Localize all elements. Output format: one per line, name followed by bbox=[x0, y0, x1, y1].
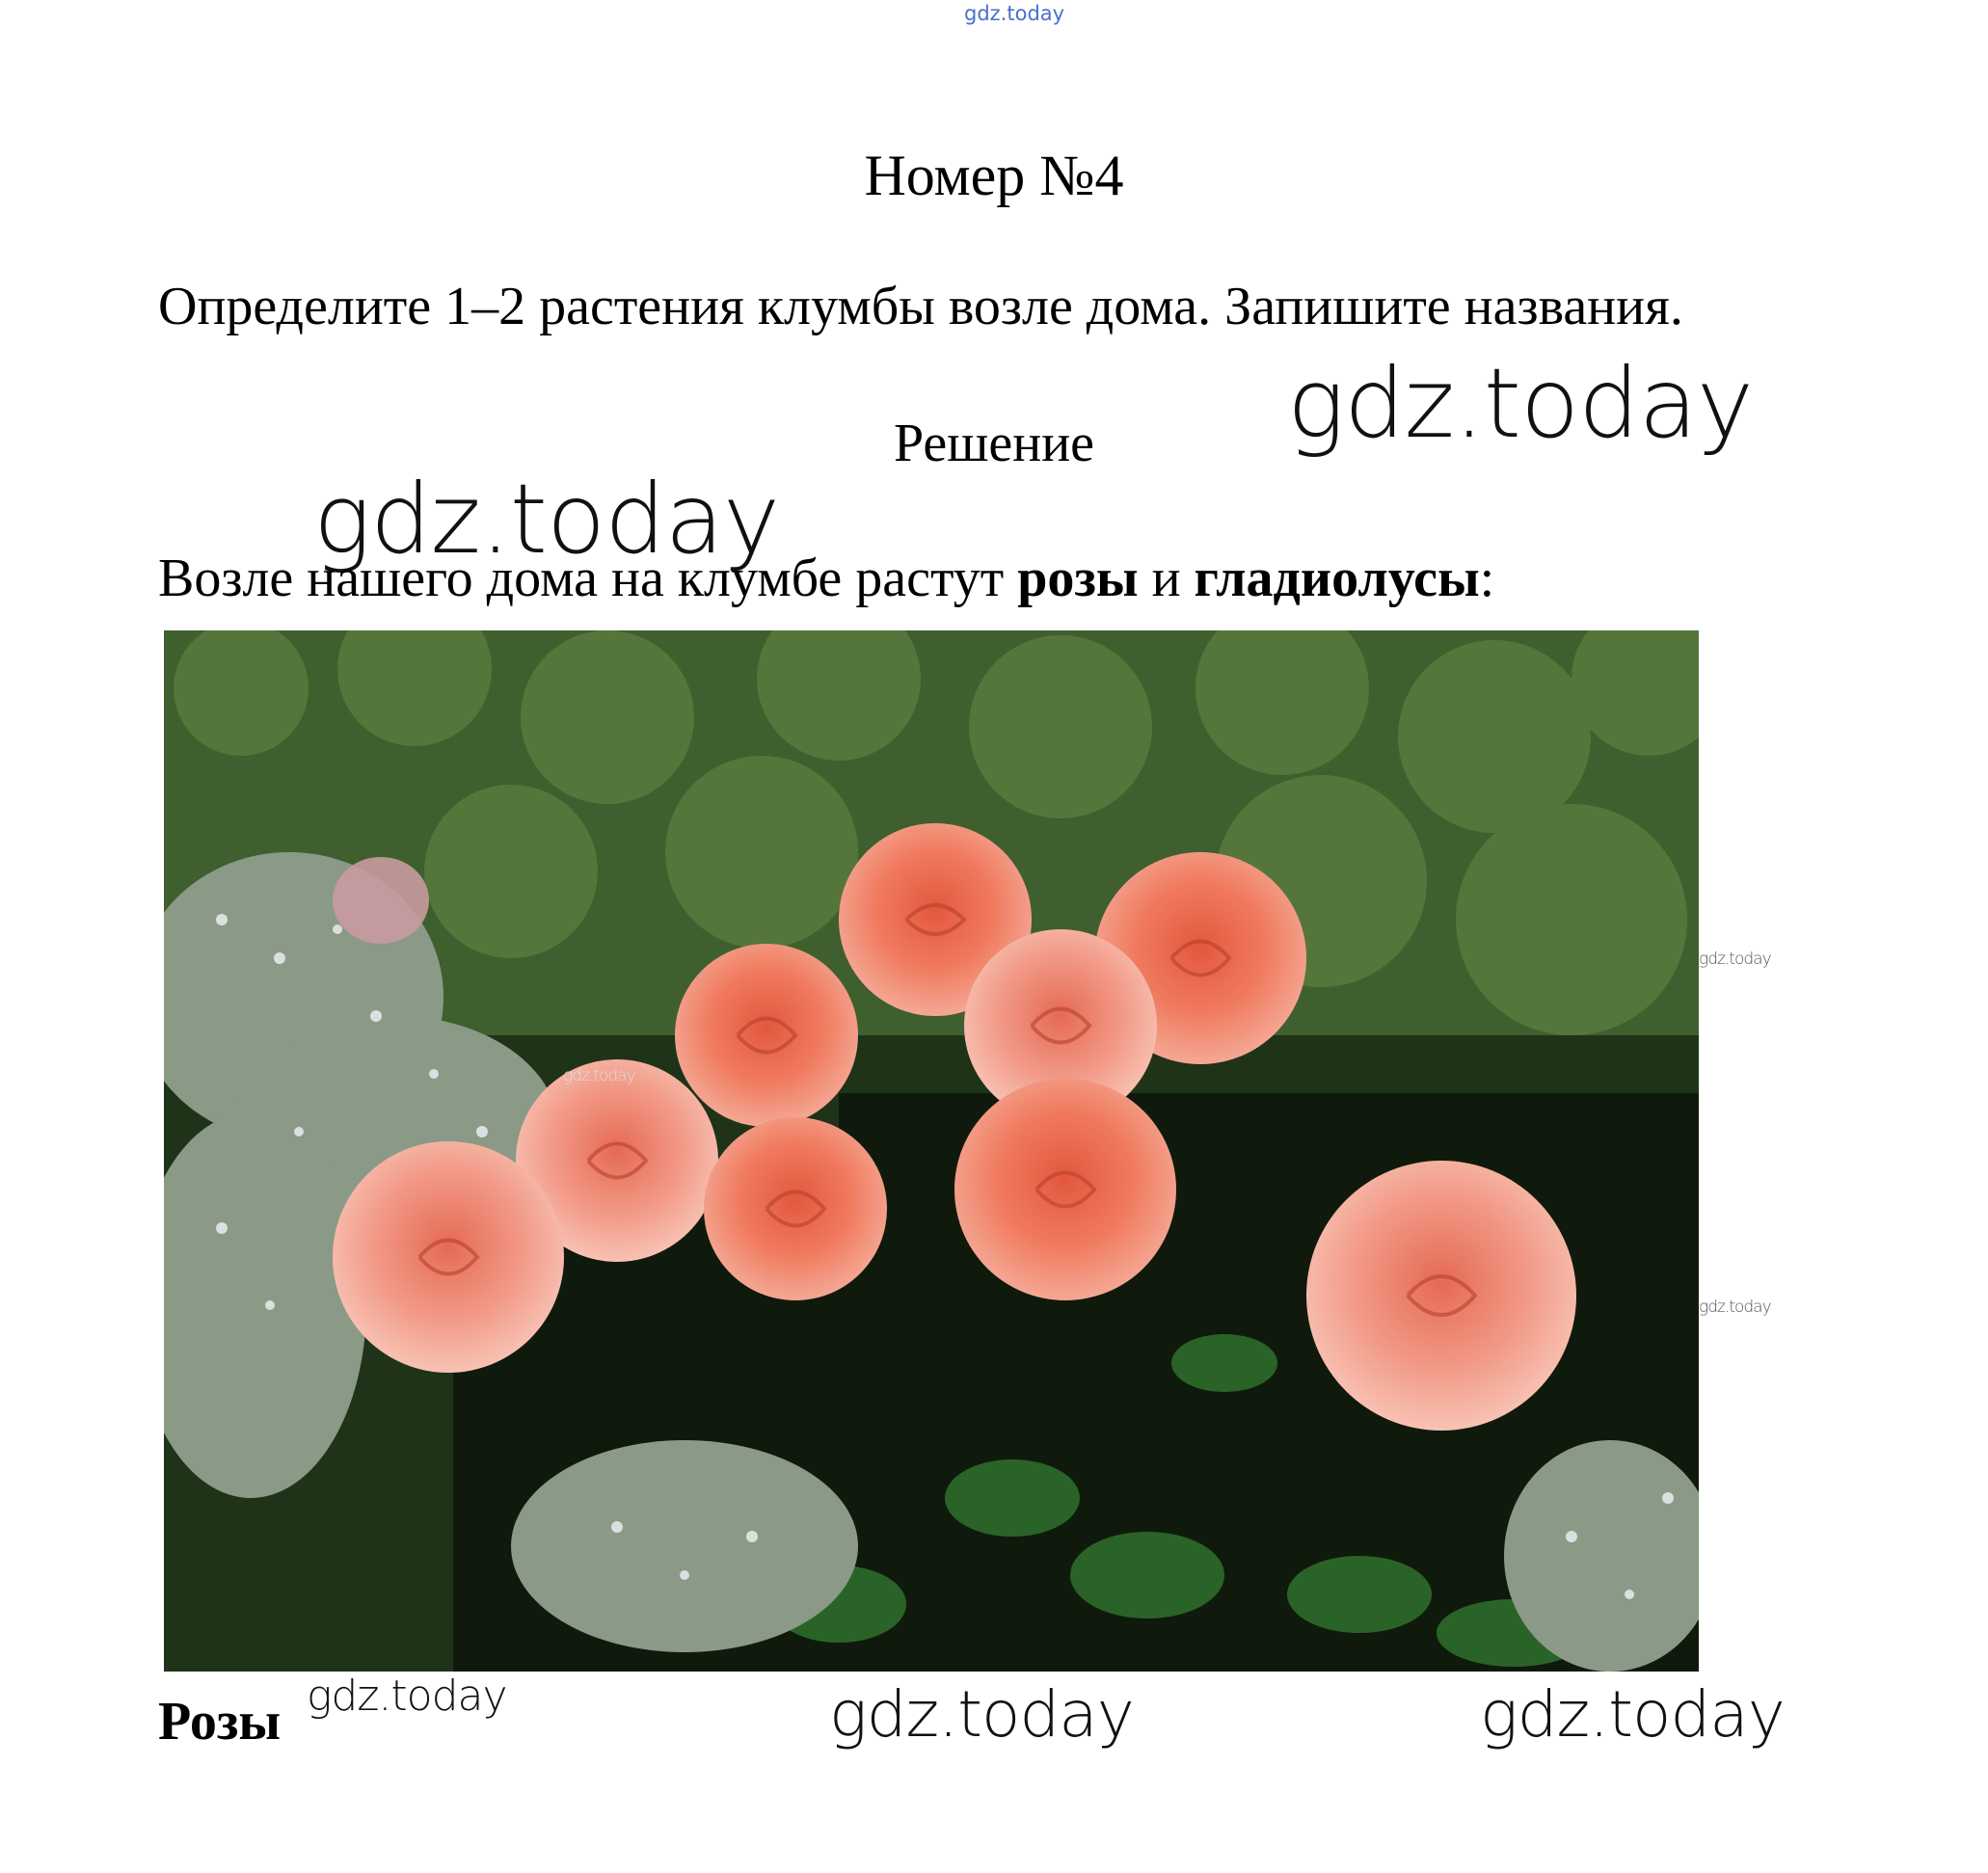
watermark-large-left: gdz.today bbox=[313, 463, 780, 575]
page-title: Номер №4 bbox=[864, 144, 1124, 207]
watermark-top: gdz.today bbox=[964, 2, 1065, 25]
answer-plant-2: гладиолусы bbox=[1194, 549, 1480, 608]
answer-text bbox=[158, 548, 1494, 609]
answer-suffix: : bbox=[1479, 549, 1495, 608]
answer-prefix: Возле нашего дома на клумбе растут bbox=[158, 549, 1018, 608]
watermark-bottom-right: gdz.today bbox=[1480, 1677, 1785, 1752]
answer-plant-1: розы bbox=[1017, 549, 1139, 608]
roses-photo-image bbox=[164, 630, 1699, 1672]
roses-photo bbox=[164, 630, 1699, 1672]
watermark-photo-inner: gdz.today bbox=[563, 1066, 635, 1085]
watermark-bottom-left: gdz.today bbox=[307, 1672, 507, 1721]
solution-heading: Решение bbox=[893, 414, 1095, 473]
watermark-side-1: gdz.today bbox=[1699, 950, 1771, 969]
answer-conjunction: и bbox=[1138, 549, 1195, 608]
photo-caption: Розы bbox=[158, 1692, 282, 1752]
watermark-side-2: gdz.today bbox=[1699, 1298, 1771, 1317]
watermark-large-right: gdz.today bbox=[1287, 347, 1754, 460]
task-text: Определите 1–2 растения клумбы возле дома. Запишите названия. bbox=[158, 277, 1683, 336]
watermark-bottom-center: gdz.today bbox=[829, 1677, 1134, 1752]
